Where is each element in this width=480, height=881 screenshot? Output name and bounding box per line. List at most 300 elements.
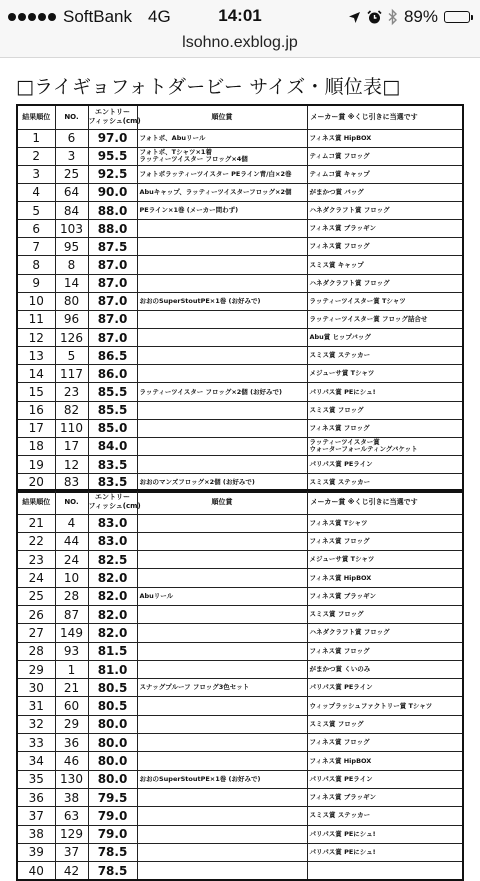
- cell-size: 82.0: [88, 569, 137, 587]
- table-row: [17, 165, 463, 183]
- cell-prize: [137, 292, 307, 310]
- cell-prize: [137, 624, 307, 642]
- cell-size: 82.0: [88, 587, 137, 605]
- cell-prize: [137, 129, 307, 147]
- cell-entry-no: 5: [55, 347, 88, 365]
- cell-maker-prize: [307, 788, 463, 806]
- header-prize: 順位賞: [137, 105, 307, 129]
- cell-prize: [137, 310, 307, 328]
- cell-prize-text: Abuキャップ、ラッティーツイスターフロッグ×2個: [139, 187, 292, 196]
- cell-size: 79.0: [88, 807, 137, 825]
- cell-size: 82.0: [88, 605, 137, 623]
- cell-rank: 22: [17, 532, 55, 550]
- cell-maker-prize: [307, 514, 463, 532]
- cell-maker-prize-text: ハネダクラフト賞 フロッグ: [309, 628, 390, 637]
- cell-maker-prize-text: スミス賞 フロッグ: [309, 610, 364, 619]
- battery-percentage: 89%: [403, 7, 438, 26]
- cell-size: 87.0: [88, 310, 137, 328]
- cell-size: 85.5: [88, 383, 137, 401]
- cell-size: 79.0: [88, 825, 137, 843]
- cell-size: 83.5: [88, 474, 137, 492]
- cell-maker-prize-text: がまかつ賞 バッグ: [309, 187, 364, 196]
- cell-maker-prize: [307, 624, 463, 642]
- table-row: [17, 715, 463, 733]
- cell-size: 81.5: [88, 642, 137, 660]
- cell-maker-prize: [307, 401, 463, 419]
- cell-entry-no: 24: [55, 551, 88, 569]
- cell-rank: 29: [17, 660, 55, 678]
- cell-size: 87.0: [88, 329, 137, 347]
- cell-maker-prize: [307, 329, 463, 347]
- cell-entry-no: 42: [55, 862, 88, 880]
- cell-prize: [137, 551, 307, 569]
- cell-size: 79.5: [88, 788, 137, 806]
- cell-entry-no: 95: [55, 238, 88, 256]
- cell-size: 90.0: [88, 183, 137, 201]
- cell-prize: [137, 165, 307, 183]
- ranking-table-1: [16, 104, 464, 493]
- table-row: [17, 401, 463, 419]
- cell-maker-prize: [307, 147, 463, 165]
- cell-maker-prize: [307, 770, 463, 788]
- table-row: [17, 624, 463, 642]
- table-row: [17, 347, 463, 365]
- cell-maker-prize-text: ラッティーツイスター賞 Tシャツ: [309, 296, 406, 305]
- status-icons: [348, 7, 470, 27]
- location-arrow-icon: [348, 11, 361, 24]
- cell-entry-no: 84: [55, 202, 88, 220]
- cell-prize: [137, 220, 307, 238]
- cell-maker-prize: [307, 605, 463, 623]
- cell-rank: 26: [17, 605, 55, 623]
- cell-prize: [137, 715, 307, 733]
- cell-rank: 37: [17, 807, 55, 825]
- cell-prize-text: Abuリール: [139, 591, 174, 600]
- cell-maker-prize: [307, 274, 463, 292]
- cell-size: 80.5: [88, 679, 137, 697]
- cell-maker-prize: [307, 715, 463, 733]
- cell-rank: 33: [17, 734, 55, 752]
- page-title: □ライギョフォトダービー サイズ・順位表□: [16, 76, 401, 98]
- cell-maker-prize-text: メジューサ賞 Tシャツ: [309, 369, 375, 378]
- cell-maker-prize: [307, 129, 463, 147]
- cell-prize: [137, 862, 307, 880]
- cell-prize-text: フォトボ、Abuリール: [139, 133, 206, 142]
- cell-size: 80.0: [88, 770, 137, 788]
- header-no: NO.: [55, 105, 88, 129]
- cell-prize: [137, 437, 307, 455]
- cell-size: 87.0: [88, 256, 137, 274]
- cell-size: 83.0: [88, 532, 137, 550]
- network-type: 4G: [148, 7, 171, 26]
- cell-prize: [137, 752, 307, 770]
- cell-entry-no: 3: [55, 147, 88, 165]
- cell-maker-prize: [307, 238, 463, 256]
- cell-rank: 25: [17, 587, 55, 605]
- cell-prize: [137, 587, 307, 605]
- cell-entry-no: 60: [55, 697, 88, 715]
- cell-prize-text: おおのマンズフロッグ×2個 (お好みで): [139, 477, 255, 486]
- table-row: [17, 147, 463, 165]
- cell-maker-prize-text: フィネス賞 フロッグ: [309, 738, 370, 747]
- cell-prize: [137, 274, 307, 292]
- cell-entry-no: 44: [55, 532, 88, 550]
- cell-maker-prize-text: フィネス賞 ブラッギン: [309, 591, 377, 600]
- cell-maker-prize-text: フィネス賞 ブラッギン: [309, 224, 377, 233]
- cell-maker-prize: [307, 679, 463, 697]
- cell-size: 85.0: [88, 419, 137, 437]
- cell-entry-no: 6: [55, 129, 88, 147]
- cell-prize: [137, 183, 307, 201]
- cell-prize: [137, 456, 307, 474]
- cell-entry-no: 17: [55, 437, 88, 455]
- cell-rank: 17: [17, 419, 55, 437]
- cell-maker-prize-text: ティムコ賞 フロッグ: [309, 151, 370, 160]
- alarm-clock-icon: [367, 10, 382, 25]
- cell-size: 83.5: [88, 456, 137, 474]
- cell-entry-no: 12: [55, 456, 88, 474]
- cell-entry-no: 46: [55, 752, 88, 770]
- cell-prize-text: おおのSuperStoutPE×1巻 (お好みで): [139, 296, 261, 305]
- table-row: [17, 587, 463, 605]
- cell-prize-text: スナッグプルーフ フロッグ3色セット: [139, 683, 250, 692]
- cell-maker-prize: [307, 752, 463, 770]
- cell-maker-prize-text: パリパス賞 PEにシュ!: [309, 387, 376, 396]
- cell-rank: 38: [17, 825, 55, 843]
- cell-prize: [137, 660, 307, 678]
- table-row: [17, 310, 463, 328]
- cell-rank: 24: [17, 569, 55, 587]
- cell-rank: 34: [17, 752, 55, 770]
- cell-entry-no: 28: [55, 587, 88, 605]
- cell-maker-prize-text: ティムコ賞 キャップ: [309, 169, 370, 178]
- status-bar: [0, 0, 480, 34]
- cell-maker-prize-text: スミス賞 キャップ: [309, 260, 364, 269]
- table-header-row: [17, 490, 463, 514]
- cell-maker-prize: [307, 310, 463, 328]
- cell-entry-no: 8: [55, 256, 88, 274]
- signal-strength-icon: [8, 13, 56, 21]
- cell-rank: 32: [17, 715, 55, 733]
- table-row: [17, 605, 463, 623]
- table-row: [17, 220, 463, 238]
- header-size-line1: エントリー: [95, 108, 130, 117]
- cell-maker-prize-text: Abu賞 ヒップバッグ: [309, 333, 371, 342]
- cell-prize: [137, 697, 307, 715]
- cell-entry-no: 126: [55, 329, 88, 347]
- table-row: [17, 825, 463, 843]
- table-row: [17, 843, 463, 861]
- cell-entry-no: 37: [55, 843, 88, 861]
- cell-maker-prize: [307, 697, 463, 715]
- table-row: [17, 569, 463, 587]
- cell-rank: 16: [17, 401, 55, 419]
- cell-size: 87.5: [88, 238, 137, 256]
- cell-prize: [137, 383, 307, 401]
- cell-maker-prize: [307, 347, 463, 365]
- header-size: [88, 490, 141, 514]
- bluetooth-icon: [388, 9, 398, 25]
- cell-maker-prize: [307, 734, 463, 752]
- cell-prize-line: ラッティーツイスター フロッグ×4個: [139, 155, 248, 164]
- cell-maker-prize-text: メジューサ賞 Tシャツ: [309, 555, 375, 564]
- header-size-line2: フィッシュ(cm): [88, 502, 141, 511]
- cell-prize: [137, 807, 307, 825]
- cell-prize: [137, 569, 307, 587]
- cell-size: 81.0: [88, 660, 137, 678]
- clock: 14:01: [218, 6, 262, 25]
- cell-maker-prize-text: フィネス賞 ブラッギン: [309, 793, 377, 802]
- cell-prize: [137, 532, 307, 550]
- cell-maker-prize-line: ウォーターフォールティングバケット: [309, 445, 418, 454]
- cell-prize: [137, 788, 307, 806]
- cell-maker-prize: [307, 437, 463, 455]
- table-row: [17, 770, 463, 788]
- cell-maker-prize: [307, 456, 463, 474]
- table-row: [17, 329, 463, 347]
- cell-maker-prize: [307, 383, 463, 401]
- cell-maker-prize-line: ラッティーツイスター賞: [309, 438, 380, 447]
- cell-size: 95.5: [88, 147, 137, 165]
- cell-prize: [137, 202, 307, 220]
- cell-maker-prize-text: がまかつ賞 くいのみ: [309, 665, 371, 674]
- table-row: [17, 862, 463, 880]
- cell-prize-text: フォトボラッティーツイスター PEライン青/白×2巻: [139, 169, 292, 178]
- cell-prize: [137, 605, 307, 623]
- table-row: [17, 752, 463, 770]
- cell-rank: 7: [17, 238, 55, 256]
- header-prize: 順位賞: [137, 490, 307, 514]
- cell-maker-prize: [307, 202, 463, 220]
- cell-entry-no: 36: [55, 734, 88, 752]
- cell-maker-prize: [307, 419, 463, 437]
- cell-prize: [137, 147, 307, 165]
- cell-size: 82.5: [88, 551, 137, 569]
- cell-entry-no: 117: [55, 365, 88, 383]
- cell-entry-no: 10: [55, 569, 88, 587]
- cell-rank: 28: [17, 642, 55, 660]
- cell-entry-no: 130: [55, 770, 88, 788]
- cell-size: 84.0: [88, 437, 137, 455]
- cell-maker-prize: [307, 825, 463, 843]
- cell-entry-no: 110: [55, 419, 88, 437]
- header-size: [88, 105, 141, 129]
- cell-maker-prize: [307, 532, 463, 550]
- cell-entry-no: 25: [55, 165, 88, 183]
- cell-rank: 36: [17, 788, 55, 806]
- cell-maker-prize-text: スミス賞 ステッカー: [309, 351, 371, 360]
- cell-maker-prize-text: パリパス賞 PEライン: [309, 683, 373, 692]
- url-text: lsohno.exblog.jp: [182, 34, 298, 51]
- cell-rank: 23: [17, 551, 55, 569]
- cell-size: 80.0: [88, 715, 137, 733]
- cell-maker-prize: [307, 256, 463, 274]
- cell-prize: [137, 770, 307, 788]
- cell-maker-prize: [307, 220, 463, 238]
- cell-rank: 15: [17, 383, 55, 401]
- cell-prize: [137, 347, 307, 365]
- cell-maker-prize-text: フィネス賞 HipBOX: [309, 573, 372, 582]
- table-row: [17, 642, 463, 660]
- cell-prize: [137, 843, 307, 861]
- cell-size: 86.5: [88, 347, 137, 365]
- cell-entry-no: 4: [55, 514, 88, 532]
- cell-entry-no: 64: [55, 183, 88, 201]
- cell-entry-no: 87: [55, 605, 88, 623]
- cell-entry-no: 149: [55, 624, 88, 642]
- cell-rank: 4: [17, 183, 55, 201]
- cell-size: 97.0: [88, 129, 137, 147]
- cell-rank: 13: [17, 347, 55, 365]
- cell-rank: 27: [17, 624, 55, 642]
- cell-prize: [137, 642, 307, 660]
- table-row: [17, 183, 463, 201]
- cell-size: 88.0: [88, 202, 137, 220]
- cell-entry-no: 82: [55, 401, 88, 419]
- carrier-name: SoftBank: [63, 7, 132, 26]
- cell-entry-no: 93: [55, 642, 88, 660]
- table-row: [17, 365, 463, 383]
- cell-prize-text: ラッティーツイスター フロッグ×2個 (お好みで): [139, 387, 283, 396]
- table-row: [17, 129, 463, 147]
- cell-entry-no: 1: [55, 660, 88, 678]
- cell-maker-prize: [307, 365, 463, 383]
- header-rank: 結果順位: [17, 490, 55, 514]
- cell-rank: 14: [17, 365, 55, 383]
- cell-maker-prize-text: フィネス賞 フロッグ: [309, 536, 370, 545]
- cell-maker-prize-text: フィネス賞 Tシャツ: [309, 518, 368, 527]
- cell-maker-prize-text: フィネス賞 フロッグ: [309, 646, 370, 655]
- cell-entry-no: 38: [55, 788, 88, 806]
- cell-prize: [137, 825, 307, 843]
- table-row: [17, 807, 463, 825]
- cell-prize: [137, 514, 307, 532]
- cell-size: 82.0: [88, 624, 137, 642]
- header-size-line2: フィッシュ(cm): [88, 117, 141, 126]
- table-row: [17, 419, 463, 437]
- table-body-2: [17, 514, 463, 880]
- cell-size: 83.0: [88, 514, 137, 532]
- cell-maker-prize: [307, 807, 463, 825]
- ranking-table-2: [16, 489, 464, 881]
- cell-prize-text: PEライン×1巻 (メーカー問わず): [139, 206, 239, 215]
- cell-maker-prize-text: ハネダクラフト賞 フロッグ: [309, 278, 390, 287]
- table-row: [17, 788, 463, 806]
- header-size-line1: エントリー: [95, 493, 130, 502]
- cell-size: 78.5: [88, 862, 137, 880]
- cell-rank: 30: [17, 679, 55, 697]
- cell-prize: [137, 238, 307, 256]
- table-row: [17, 274, 463, 292]
- cell-rank: 20: [17, 474, 55, 492]
- table-row: [17, 551, 463, 569]
- cell-rank: 19: [17, 456, 55, 474]
- table-row: [17, 256, 463, 274]
- cell-maker-prize: [307, 843, 463, 861]
- cell-maker-prize-text: パリパス賞 PEライン: [309, 460, 373, 469]
- header-maker: メーカー賞 ※くじ引きに当選です: [307, 105, 463, 129]
- cell-maker-prize: [307, 587, 463, 605]
- cell-rank: 31: [17, 697, 55, 715]
- header-rank: 結果順位: [17, 105, 55, 129]
- header-maker: メーカー賞 ※くじ引きに当選です: [307, 490, 463, 514]
- cell-maker-prize-text: フィネス賞 フロッグ: [309, 423, 370, 432]
- cell-size: 80.0: [88, 752, 137, 770]
- cell-maker-prize-text: ウィップラッシュファクトリー賞 Tシャツ: [309, 701, 433, 710]
- cell-maker-prize: [307, 183, 463, 201]
- header-no: NO.: [55, 490, 88, 514]
- cell-size: 92.5: [88, 165, 137, 183]
- cell-rank: 5: [17, 202, 55, 220]
- cell-maker-prize-text: ハネダクラフト賞 フロッグ: [309, 206, 390, 215]
- cell-rank: 39: [17, 843, 55, 861]
- cell-rank: 1: [17, 129, 55, 147]
- cell-maker-prize-text: パリパス賞 PEにシュ!: [309, 829, 376, 838]
- cell-prize: [137, 401, 307, 419]
- table-row: [17, 238, 463, 256]
- cell-entry-no: 80: [55, 292, 88, 310]
- cell-maker-prize: [307, 642, 463, 660]
- cell-rank: 6: [17, 220, 55, 238]
- cell-rank: 18: [17, 437, 55, 455]
- cell-entry-no: 96: [55, 310, 88, 328]
- table-row: [17, 532, 463, 550]
- address-bar[interactable]: [0, 34, 480, 58]
- cell-size: 78.5: [88, 843, 137, 861]
- cell-prize: [137, 256, 307, 274]
- table-row: [17, 456, 463, 474]
- cell-maker-prize-text: パリパス賞 PEライン: [309, 774, 373, 783]
- cell-rank: 11: [17, 310, 55, 328]
- carrier-info: [8, 7, 171, 27]
- cell-entry-no: 14: [55, 274, 88, 292]
- cell-prize: [137, 365, 307, 383]
- cell-entry-no: 83: [55, 474, 88, 492]
- cell-size: 87.0: [88, 292, 137, 310]
- cell-rank: 35: [17, 770, 55, 788]
- cell-rank: 10: [17, 292, 55, 310]
- cell-size: 86.0: [88, 365, 137, 383]
- cell-entry-no: 21: [55, 679, 88, 697]
- table-row: [17, 734, 463, 752]
- cell-maker-prize: [307, 165, 463, 183]
- cell-size: 85.5: [88, 401, 137, 419]
- cell-prize: [137, 679, 307, 697]
- cell-prize-text: おおのSuperStoutPE×1巻 (お好みで): [139, 774, 261, 783]
- cell-prize-line: フォトボ、Tシャツ×1着: [139, 148, 212, 157]
- cell-entry-no: 103: [55, 220, 88, 238]
- cell-rank: 9: [17, 274, 55, 292]
- cell-rank: 12: [17, 329, 55, 347]
- cell-rank: 3: [17, 165, 55, 183]
- table-header-row: [17, 105, 463, 129]
- table-body-1: [17, 129, 463, 492]
- table-row: [17, 514, 463, 532]
- cell-prize: [137, 734, 307, 752]
- cell-entry-no: 63: [55, 807, 88, 825]
- cell-maker-prize-text: フィネス賞 フロッグ: [309, 242, 370, 251]
- cell-maker-prize-text: スミス賞 フロッグ: [309, 719, 364, 728]
- table-row: [17, 679, 463, 697]
- cell-rank: 21: [17, 514, 55, 532]
- cell-maker-prize: [307, 862, 463, 880]
- table-row: [17, 437, 463, 455]
- battery-icon: [444, 11, 470, 23]
- cell-maker-prize: [307, 660, 463, 678]
- table-row: [17, 202, 463, 220]
- cell-entry-no: 29: [55, 715, 88, 733]
- cell-size: 88.0: [88, 220, 137, 238]
